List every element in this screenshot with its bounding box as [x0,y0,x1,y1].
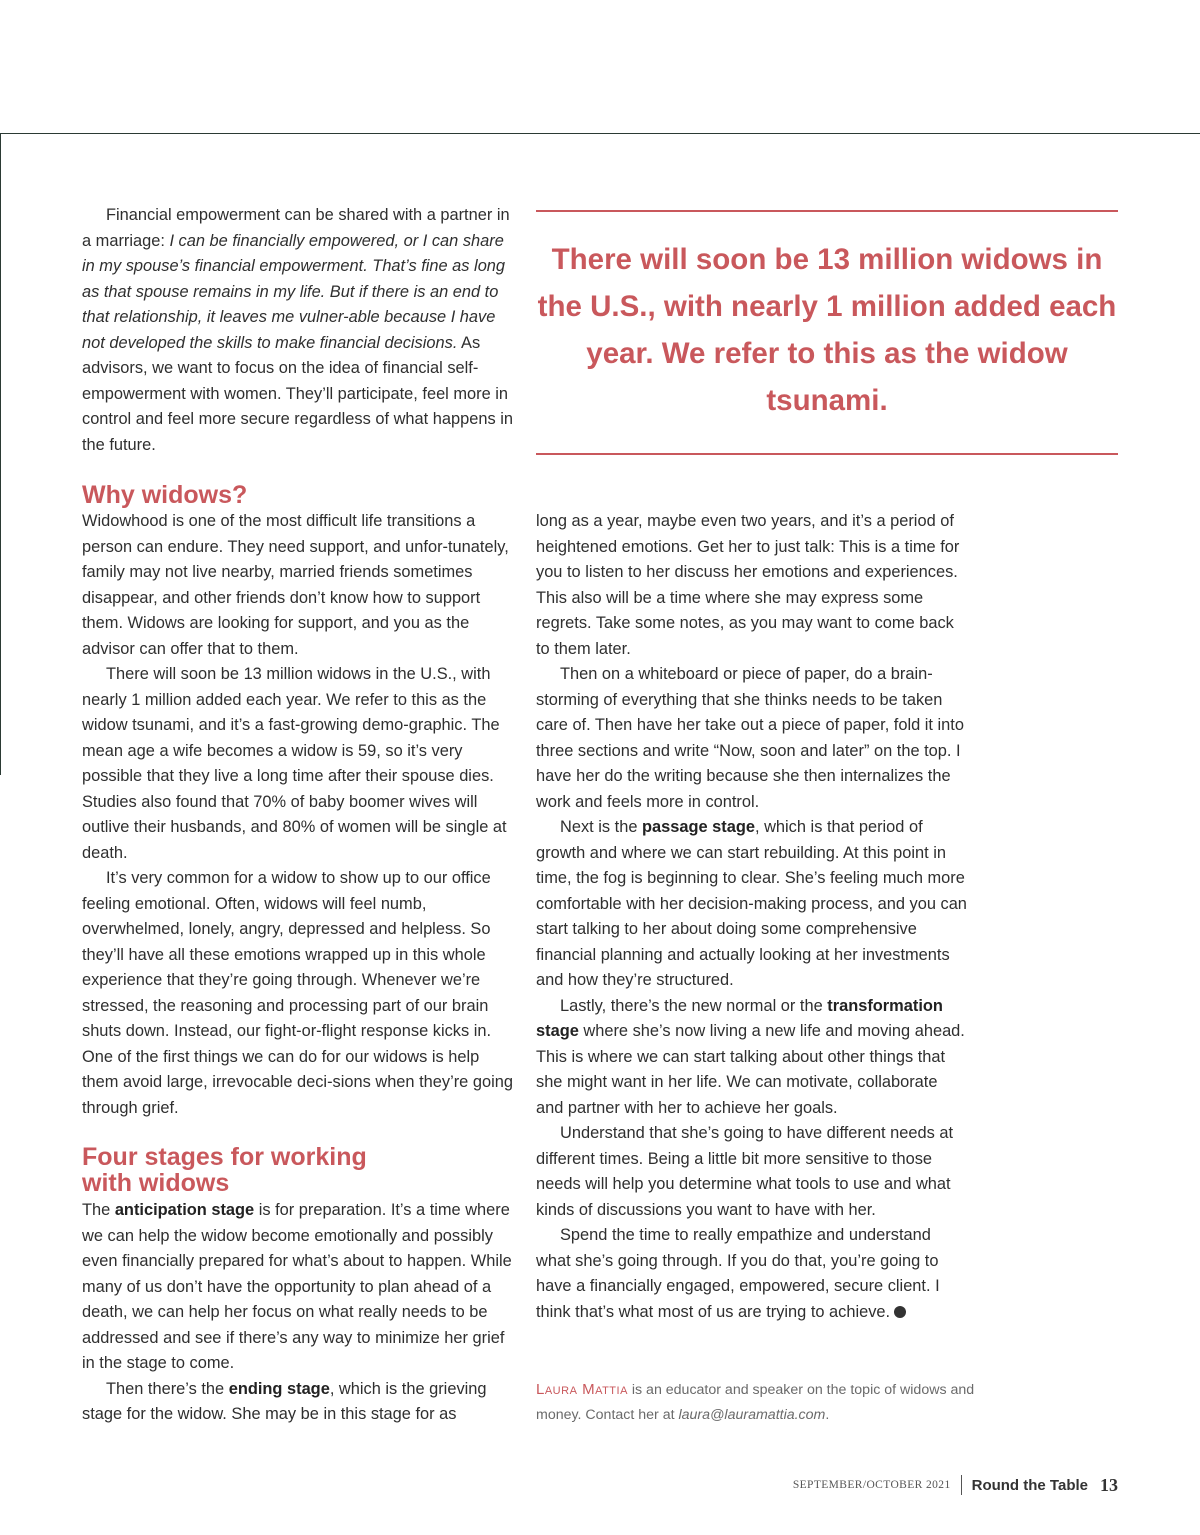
right-paragraph-5: Understand that she’s going to have different needs at different times. Being a little bit more sensitive to those needs will help you determine what tools to use and what kinds of discussions you want to have with her. [536,1124,954,1219]
intro-text: Financial empowerment can be shared with a partner in a marriage: [82,206,510,250]
stages-column [82,1198,514,1428]
pull-quote-bottom-rule [536,453,1118,455]
passage-text-end: , which is that period of growth and where we can start rebuilding. At this point in time, the fog is beginning to clear. She’s feeling much more comfortable with her decision-making process, and you can start talking to her about doing some comprehensive financial planning and actually looking at her investments and how they’re structured. [536,818,967,989]
right-paragraph-6 [536,1223,968,1325]
intro-paragraph [82,203,514,458]
passage-paragraph [536,815,968,994]
passage-stage-term: passage stage [642,818,755,836]
anticipation-text-end: is for preparation. It’s a time where we can help the widow become emotionally and possibly even financially prepared for what’s about to happen. While many of us don’t have the opportunity to plan ahead of a death, we can help her focus on what really needs to be addressed and see if there’s any way to minimize her grief in the stage to come. [82,1201,512,1372]
intro-text-end: As advisors, we want to focus on the idea of financial self-empowerment with women. They’ll participate, feel more in control and feel more secure regardless of what happens in the future. [82,333,513,454]
ending-text-end: , which is the grieving stage for the widow. She may be in this stage for as [82,1379,487,1423]
four-stages-heading-line-2: with widows [82,1169,230,1197]
intro-italic-quote: I can be financially empowered, or I can share in my spouse’s financial empowerment. That’s fine as long as that spouse remains in my life. But if there is an end to that relationship, it leaves me vulner-able because I have not developed the skills to make financial decisions. [82,231,506,352]
magazine-name: Round the Table [971,1476,1088,1494]
why-paragraph-2: There will soon be 13 million widows in the U.S., with nearly 1 million added each year. We refer to this as the widow tsunami, and it’s a fast-growing demo-graphic. The mean age a wife becomes a widow is 59, so it’s very possible that they live a long time after their spouse dies. Studies also found that 70% of baby boomer wives will outlive their husbands, and 80% of women will be single at death. [82,665,507,862]
right-column [536,509,968,1325]
anticipation-paragraph [82,1198,514,1377]
footer-divider [961,1475,962,1495]
page-footer [793,1473,1118,1497]
transformation-text: Lastly, there’s the new normal or the [560,996,828,1015]
why-paragraph-3: It’s very common for a widow to show up to our office feeling emotional. Often, widows will feel numb, overwhelmed, lonely, angry, depressed and helpless. So they’ll have all these emotions wrapped up in this whole experience that they’re going through. Whenever we’re stressed, the reasoning and processing part of our brain shuts down. Instead, our fight-or-flight response kicks in. One of the first things we can do for our widows is help them avoid large, irrevocable deci-sions when they’re going through grief. [82,869,513,1117]
pull-quote: There will soon be 13 million widows in the U.S., with nearly 1 million added each year. We refer to this as the widow tsunami. [537,243,1117,417]
pull-quote-top-rule [536,210,1118,212]
top-rule [0,133,1200,134]
author-bio [536,1377,976,1428]
ending-paragraph [82,1377,514,1428]
why-widows-heading: Why widows? [82,481,248,509]
right-paragraph-1: long as a year, maybe even two years, and it’s a period of heightened emotions. Get her to just talk: This is a time for you to listen to her discuss her emotions and experiences. This also will be a time where she may express some regrets. Take some notes, as you may want to come back to them later. [536,512,960,658]
page-number: 13 [1100,1474,1118,1495]
why-paragraph-1: Widowhood is one of the most difficult life transitions a person can endure. They need support, and unfor-tunately, family may not live nearby, married friends sometimes disappear, and other friends don’t know how to support them. Widows are looking for support, and you as the advisor can offer that to them. [82,512,509,658]
anticipation-text: The [82,1201,115,1219]
passage-text: Next is the [560,818,642,836]
anticipation-stage-term: anticipation stage [114,1201,255,1219]
transformation-paragraph [536,994,968,1122]
author-name: Laura Mattia [536,1381,628,1398]
side-rule [0,133,1,775]
ending-text: Then there’s the [106,1379,229,1398]
author-email: laura@lauramattia.com [678,1407,826,1423]
left-column [82,509,514,1121]
intro-column [82,203,514,458]
closing-text: Spend the time to really empathize and understand what she’s going through. If you do that, you’re going to have a financially engaged, empowered, secure client. I think that’s what most of us are trying to achieve. [536,1226,940,1321]
ending-stage-term: ending stage [228,1379,330,1398]
right-paragraph-2: Then on a whiteboard or piece of paper, do a brain-storming of everything that she thinks needs to be taken care of. Then have her take out a piece of paper, fold it into three sections and write “Now, soon and later” on the top. I have her do the writing because she then internalizes the work and feels more in control. [536,665,964,811]
transformation-text-end: where she’s now living a new life and moving ahead. This is where we can start talking about other things that she might want in her life. We can motivate, collaborate and partner with her to achieve her goals. [536,1022,965,1117]
transformation-stage-term: transformation stage [536,996,943,1040]
author-bio-end: . [825,1407,830,1423]
author-bio-text: is an educator and speaker on the topic of widows and money. Contact her at [536,1382,975,1423]
end-mark-icon [894,1306,906,1318]
four-stages-heading-line-1: Four stages for working [82,1143,367,1171]
four-stages-heading [82,1144,367,1196]
issue-date: SEPTEMBER/OCTOBER 2021 [792,1479,951,1491]
